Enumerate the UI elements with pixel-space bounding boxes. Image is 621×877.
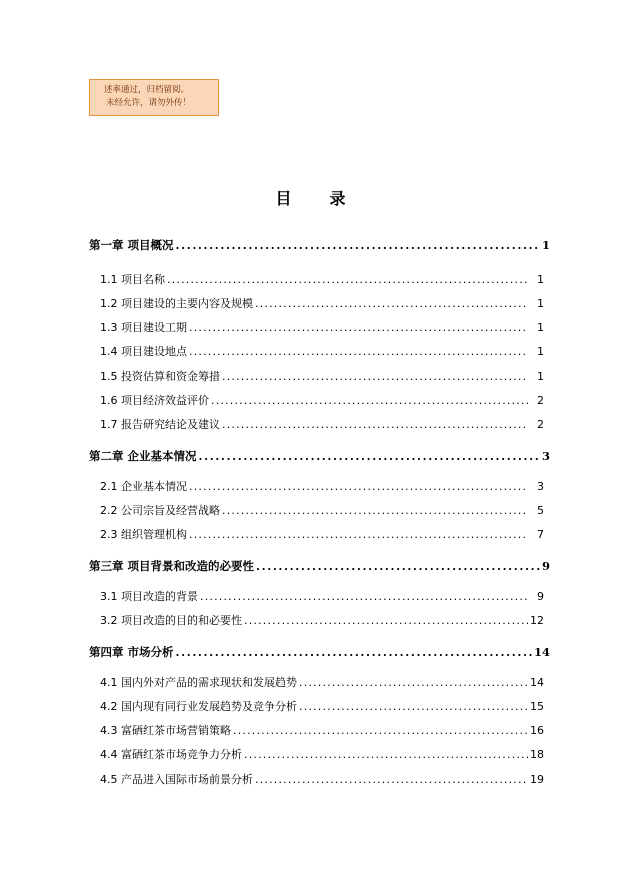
toc-entry-label: 第二章 企业基本情况 [89, 449, 197, 463]
toc-section-entry[interactable] [100, 771, 544, 789]
toc-page-number: 9 [537, 590, 544, 603]
toc-section-entry[interactable] [100, 271, 544, 289]
toc-entry-label: 4.5 产品进入国际市场前景分析 [100, 773, 253, 786]
toc-page-number: 1 [537, 273, 544, 286]
toc-dot-leader [167, 273, 528, 286]
toc-title-char-2: 录 [329, 189, 346, 208]
toc-entry-label: 1.1 项目名称 [100, 273, 165, 286]
toc-entry-label: 2.2 公司宗旨及经营战略 [100, 504, 220, 517]
toc-section-entry[interactable] [100, 612, 544, 630]
toc-page-number: 18 [530, 748, 544, 761]
toc-page-number: 1 [541, 238, 550, 252]
toc-dot-leader [299, 676, 528, 689]
toc-page-number: 15 [530, 700, 544, 713]
toc-dot-leader [189, 528, 528, 541]
toc-dot-leader [176, 238, 540, 252]
toc-entry-label: 4.4 富硒红茶市场竞争力分析 [100, 748, 242, 761]
toc-section-entry[interactable] [100, 392, 544, 410]
toc-section-entry[interactable] [100, 588, 544, 606]
toc-entry-label: 3.2 项目改造的目的和必要性 [100, 614, 242, 627]
toc-dot-leader [211, 394, 528, 407]
toc-dot-leader [189, 480, 528, 493]
toc-page-number: 2 [537, 418, 544, 431]
stamp-line-1: 述率通过，归档留阅。 [104, 85, 190, 95]
toc-page-number: 1 [537, 321, 544, 334]
toc-section-entry[interactable] [100, 526, 544, 544]
toc-section-entry[interactable] [100, 319, 544, 337]
toc-chapter-entry[interactable] [89, 558, 550, 576]
toc-page-number: 3 [537, 480, 544, 493]
toc-dot-leader [222, 418, 528, 431]
toc-page-number: 7 [537, 528, 544, 541]
toc-page-number: 16 [530, 724, 544, 737]
toc-dot-leader [233, 724, 528, 737]
toc-dot-leader [200, 590, 528, 603]
confidential-stamp [89, 79, 219, 116]
toc-entry-label: 1.2 项目建设的主要内容及规模 [100, 297, 253, 310]
toc-entry-label: 1.4 项目建设地点 [100, 345, 187, 358]
toc-page-number: 1 [537, 297, 544, 310]
toc-entry-label: 4.3 富硒红茶市场营销策略 [100, 724, 231, 737]
toc-dot-leader [244, 748, 528, 761]
toc-dot-leader [189, 345, 528, 358]
toc-chapter-entry[interactable] [89, 644, 550, 662]
toc-page-number: 9 [541, 559, 550, 573]
toc-section-entry[interactable] [100, 722, 544, 740]
toc-section-entry[interactable] [100, 674, 544, 692]
toc-dot-leader [189, 321, 528, 334]
toc-dot-leader [255, 297, 528, 310]
toc-page-number: 5 [537, 504, 544, 517]
toc-dot-leader [255, 773, 528, 786]
toc-section-entry[interactable] [100, 343, 544, 361]
toc-entry-label: 3.1 项目改造的背景 [100, 590, 198, 603]
toc-page-number: 1 [537, 370, 544, 383]
toc-page-number: 2 [537, 394, 544, 407]
toc-title-char-1: 目 [275, 189, 292, 208]
toc-dot-leader [299, 700, 528, 713]
toc-chapter-entry[interactable] [89, 448, 550, 466]
toc-entry-label: 2.3 组织管理机构 [100, 528, 187, 541]
toc-entry-label: 1.6 项目经济效益评价 [100, 394, 209, 407]
toc-dot-leader [176, 645, 532, 659]
stamp-line-2: 未经允许，请勿外传！ [106, 98, 192, 108]
toc-section-entry[interactable] [100, 478, 544, 496]
toc-page-number: 12 [530, 614, 544, 627]
toc-page-number: 14 [533, 645, 550, 659]
toc-section-entry[interactable] [100, 368, 544, 386]
toc-page-number: 19 [530, 773, 544, 786]
toc-page-number: 14 [530, 676, 544, 689]
toc-section-entry[interactable] [100, 746, 544, 764]
toc-entry-label: 4.2 国内现有同行业发展趋势及竞争分析 [100, 700, 297, 713]
toc-dot-leader [222, 370, 528, 383]
toc-section-entry[interactable] [100, 416, 544, 434]
toc-entry-label: 1.3 项目建设工期 [100, 321, 187, 334]
toc-entry-label: 第一章 项目概况 [89, 238, 174, 252]
toc-entry-label: 4.1 国内外对产品的需求现状和发展趋势 [100, 676, 297, 689]
toc-entry-label: 2.1 企业基本情况 [100, 480, 187, 493]
toc-entry-label: 1.7 报告研究结论及建议 [100, 418, 220, 431]
toc-dot-leader [256, 559, 540, 573]
toc-section-entry[interactable] [100, 502, 544, 520]
toc-entry-label: 第三章 项目背景和改造的必要性 [89, 559, 255, 573]
toc-page-number: 3 [541, 449, 550, 463]
toc-entry-label: 第四章 市场分析 [89, 645, 174, 659]
toc-chapter-entry[interactable] [89, 237, 550, 255]
toc-dot-leader [222, 504, 528, 517]
toc-entry-label: 1.5 投资估算和资金筹措 [100, 370, 220, 383]
toc-dot-leader [244, 614, 528, 627]
toc-section-entry[interactable] [100, 295, 544, 313]
toc-page-number: 1 [537, 345, 544, 358]
toc-section-entry[interactable] [100, 698, 544, 716]
toc-dot-leader [199, 449, 540, 463]
toc-title [0, 186, 621, 209]
